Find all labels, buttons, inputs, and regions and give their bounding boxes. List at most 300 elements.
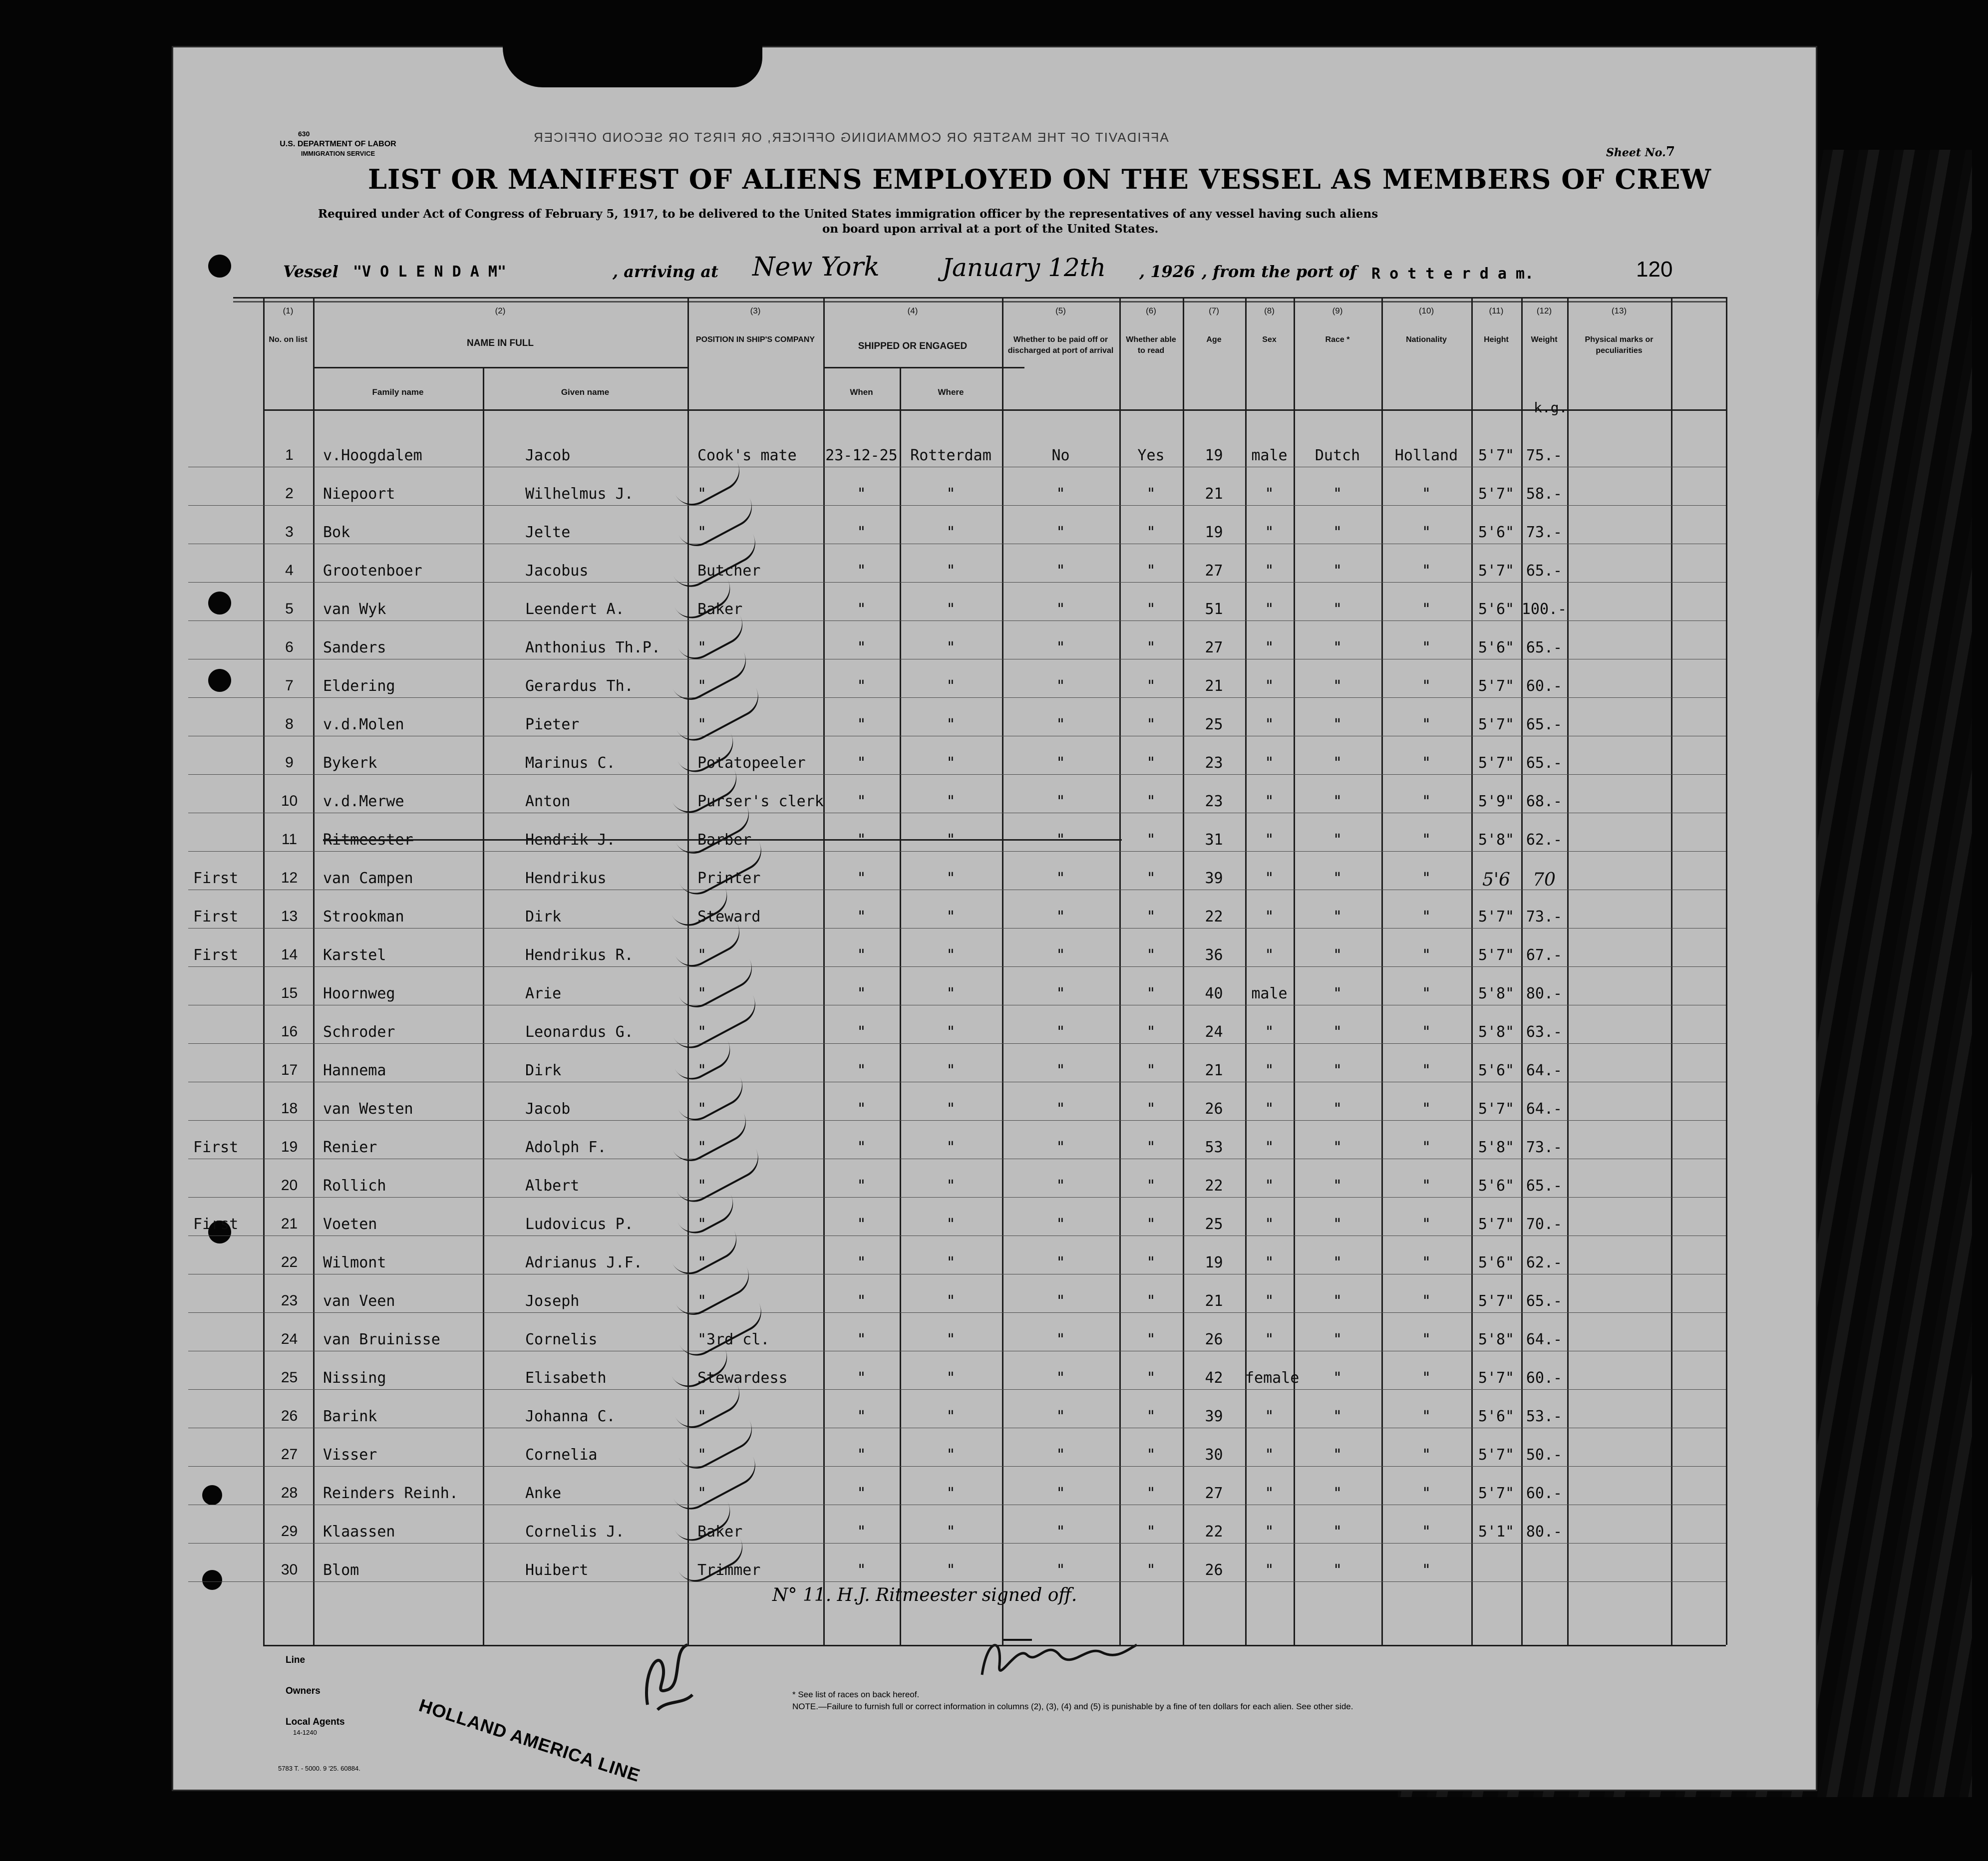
cell-race: " xyxy=(1332,946,1342,964)
column-subheader: Given name xyxy=(561,387,610,397)
handwritten-note: N° 11. H.J. Ritmeester signed off. xyxy=(772,1585,1077,1605)
column-subheader: When xyxy=(850,387,873,397)
cell-weight: 73.- xyxy=(1526,1139,1563,1156)
cell-paid: " xyxy=(1056,1216,1065,1233)
cell-family: Reinders Reinh. xyxy=(323,1485,458,1502)
cell-position: " xyxy=(697,1446,707,1464)
cell-given: Jacobus xyxy=(525,562,589,580)
mirrored-bleedthrough-text: AFFIDAVIT OF THE MASTER OR COMMANDING OFFICER, OR FIRST OR SECOND OFFICER xyxy=(533,130,1169,145)
cell-weight: 64.- xyxy=(1526,1100,1563,1118)
cell-paid: " xyxy=(1056,562,1065,580)
cell-age: 39 xyxy=(1205,1408,1223,1425)
cell-when: " xyxy=(857,1446,866,1464)
cell-paid: " xyxy=(1056,1139,1065,1156)
cell-weight: 70 xyxy=(1533,870,1556,890)
table-column-rule xyxy=(313,297,315,1645)
cell-weight: 80.- xyxy=(1526,1523,1563,1541)
cell-where: " xyxy=(946,1139,956,1156)
cell-sex: " xyxy=(1265,946,1274,964)
cell-position: " xyxy=(697,946,707,964)
cell-family: v.d.Merwe xyxy=(323,793,404,810)
cell-when: " xyxy=(857,1100,866,1118)
column-c4-number: (4) xyxy=(907,306,918,315)
cell-race: " xyxy=(1332,677,1342,695)
cell-family: Wilmont xyxy=(323,1254,386,1271)
cell-position: "3rd cl. xyxy=(697,1331,770,1348)
cell-when: " xyxy=(857,1292,866,1310)
cell-when: " xyxy=(857,1369,866,1387)
cell-read: " xyxy=(1146,677,1156,695)
cell-when: 23-12-25 xyxy=(825,447,898,464)
cell-age: 22 xyxy=(1205,1177,1223,1195)
cell-read: " xyxy=(1146,485,1156,503)
cell-no: 3 xyxy=(285,524,294,540)
cell-paid: " xyxy=(1056,793,1065,810)
cell-nationality: " xyxy=(1421,1254,1431,1271)
cell-position: " xyxy=(697,1254,707,1271)
column-c11-number: (11) xyxy=(1489,306,1504,315)
cell-when: " xyxy=(857,677,866,695)
cell-weight: 65.- xyxy=(1526,1177,1563,1195)
cell-given: Marinus C. xyxy=(525,754,616,772)
cell-sex: " xyxy=(1265,1446,1274,1464)
cell-height: 5'6" xyxy=(1478,1062,1515,1079)
cell-nationality: " xyxy=(1421,985,1431,1002)
cell-sex: " xyxy=(1265,1139,1274,1156)
page-title: LIST OR MANIFEST OF ALIENS EMPLOYED ON THE VESSEL AS MEMBERS OF CREW xyxy=(368,163,1712,195)
cell-age: 21 xyxy=(1205,485,1223,503)
cell-read: " xyxy=(1146,1177,1156,1195)
cell-weight: 73.- xyxy=(1526,908,1563,926)
cell-race: " xyxy=(1332,562,1342,580)
cell-height: 5'7" xyxy=(1478,946,1515,964)
cell-paid: " xyxy=(1056,1369,1065,1387)
cell-read: " xyxy=(1146,1139,1156,1156)
cell-weight: 75.- xyxy=(1526,447,1563,464)
cell-nationality: " xyxy=(1421,793,1431,810)
cell-height: 5'6" xyxy=(1478,601,1515,618)
cell-paid: " xyxy=(1056,985,1065,1002)
vessel-name: "V O L E N D A M" xyxy=(353,263,507,281)
cell-no: 13 xyxy=(281,908,298,925)
cell-where: " xyxy=(946,1523,956,1541)
cell-weight: 65.- xyxy=(1526,716,1563,733)
cell-position: " xyxy=(697,1408,707,1425)
column-c9-header: Race * xyxy=(1325,335,1350,344)
cell-age: 21 xyxy=(1205,1292,1223,1310)
cell-no: 29 xyxy=(281,1523,298,1540)
cell-height: 5'8" xyxy=(1478,1023,1515,1041)
cell-read: " xyxy=(1146,562,1156,580)
cell-family: Niepoort xyxy=(323,485,395,503)
cell-when: " xyxy=(857,1408,866,1425)
cell-no: 9 xyxy=(285,754,294,771)
cell-where: " xyxy=(946,677,956,695)
cell-sex: " xyxy=(1265,1062,1274,1079)
cell-weight: 62.- xyxy=(1526,1254,1563,1271)
cell-age: 39 xyxy=(1205,870,1223,887)
cell-paid: " xyxy=(1056,1254,1065,1271)
cell-paid: " xyxy=(1056,601,1065,618)
from-port: R o t t e r d a m. xyxy=(1371,265,1534,283)
cell-no: 22 xyxy=(281,1254,298,1270)
cell-weight: 65.- xyxy=(1526,562,1563,580)
column-c3-header: POSITION IN SHIP'S COMPANY xyxy=(695,335,815,344)
cell-age: 19 xyxy=(1205,524,1223,541)
cell-position: " xyxy=(697,1292,707,1310)
cell-age: 26 xyxy=(1205,1100,1223,1118)
cell-given: Elisabeth xyxy=(525,1369,607,1387)
cell-no: 14 xyxy=(281,946,298,963)
cell-nationality: Holland xyxy=(1394,447,1458,464)
cell-height: 5'7" xyxy=(1478,716,1515,733)
cell-weight: 73.- xyxy=(1526,524,1563,541)
manifest-sheet xyxy=(173,47,1816,1790)
cell-height: 5'1" xyxy=(1478,1523,1515,1541)
cell-paid: " xyxy=(1056,677,1065,695)
print-code: 5783 T. - 5000. 9 '25. 60884. xyxy=(278,1765,360,1772)
cell-height: 5'6" xyxy=(1478,1177,1515,1195)
owners-label: Owners xyxy=(286,1686,321,1696)
cell-race: " xyxy=(1332,985,1342,1002)
cell-family: van Westen xyxy=(323,1100,413,1118)
cell-no: 26 xyxy=(281,1408,298,1424)
cell-when: " xyxy=(857,601,866,618)
cell-read: " xyxy=(1146,908,1156,926)
cell-when: " xyxy=(857,562,866,580)
cell-age: 23 xyxy=(1205,793,1223,810)
cell-position: " xyxy=(697,1062,707,1079)
column-c4-header: SHIPPED OR ENGAGED xyxy=(858,341,968,351)
cell-when: " xyxy=(857,1216,866,1233)
cell-where: " xyxy=(946,1062,956,1079)
cell-weight: 64.- xyxy=(1526,1331,1563,1348)
cell-height: 5'7" xyxy=(1478,754,1515,772)
cell-when: " xyxy=(857,1485,866,1502)
cell-read: " xyxy=(1146,870,1156,887)
cell-race: " xyxy=(1332,524,1342,541)
cell-given: Ludovicus P. xyxy=(525,1216,634,1233)
cell-race: " xyxy=(1332,1485,1342,1502)
cell-paid: " xyxy=(1056,716,1065,733)
cell-weight: 65.- xyxy=(1526,1292,1563,1310)
column-c8-number: (8) xyxy=(1264,306,1275,315)
cell-race: " xyxy=(1332,485,1342,503)
cell-no: 11 xyxy=(281,831,298,848)
cell-paid: " xyxy=(1056,1023,1065,1041)
cell-no: 4 xyxy=(285,562,294,579)
cell-when: " xyxy=(857,639,866,656)
cell-age: 26 xyxy=(1205,1561,1223,1579)
cell-weight: 80.- xyxy=(1526,985,1563,1002)
cell-height: 5'6" xyxy=(1478,639,1515,656)
cell-nationality: " xyxy=(1421,1023,1431,1041)
cell-when: " xyxy=(857,1062,866,1079)
column-c9-number: (9) xyxy=(1332,306,1343,315)
cell-margin: First xyxy=(193,1139,239,1156)
column-c2-number: (2) xyxy=(495,306,506,315)
cell-given: Wilhelmus J. xyxy=(525,485,634,503)
cell-sex: " xyxy=(1265,1254,1274,1271)
column-c5-header: Whether to be paid off or discharged at port of arrival xyxy=(1007,335,1114,355)
cell-age: 19 xyxy=(1205,447,1223,464)
row-rule xyxy=(188,928,1726,929)
cell-no: 7 xyxy=(285,677,294,694)
holland-america-stamp: HOLLAND AMERICA LINE xyxy=(416,1695,643,1786)
cell-race: " xyxy=(1332,1331,1342,1348)
cell-paid: " xyxy=(1056,908,1065,926)
cell-no: 23 xyxy=(281,1292,298,1309)
cell-age: 21 xyxy=(1205,1062,1223,1079)
cell-height: 5'7" xyxy=(1478,1216,1515,1233)
cell-sex: " xyxy=(1265,639,1274,656)
vessel-label: Vessel xyxy=(283,262,338,281)
cell-when: " xyxy=(857,754,866,772)
arrival-year: , 1926 xyxy=(1139,262,1195,281)
cell-where: " xyxy=(946,1216,956,1233)
cell-height: 5'9" xyxy=(1478,793,1515,810)
cell-sex: " xyxy=(1265,677,1274,695)
cell-age: 30 xyxy=(1205,1446,1223,1464)
cell-nationality: " xyxy=(1421,754,1431,772)
cell-sex: " xyxy=(1265,754,1274,772)
cell-given: Hendrikus R. xyxy=(525,946,634,964)
cell-race: " xyxy=(1332,1062,1342,1079)
cell-where: " xyxy=(946,1485,956,1502)
cell-read: " xyxy=(1146,524,1156,541)
cell-sex: " xyxy=(1265,485,1274,503)
cell-race: " xyxy=(1332,1139,1342,1156)
cell-position: Cook's mate xyxy=(697,447,797,464)
cell-when: " xyxy=(857,793,866,810)
cell-family: Bok xyxy=(323,524,350,541)
cell-nationality: " xyxy=(1421,601,1431,618)
cell-age: 19 xyxy=(1205,1254,1223,1271)
cell-age: 53 xyxy=(1205,1139,1223,1156)
cell-position: Printer xyxy=(697,870,761,887)
cell-nationality: " xyxy=(1421,1100,1431,1118)
cell-family: Blom xyxy=(323,1561,359,1579)
cell-position: " xyxy=(697,1485,707,1502)
cell-family: Rollich xyxy=(323,1177,386,1195)
cell-family: Eldering xyxy=(323,677,395,695)
cell-race: " xyxy=(1332,793,1342,810)
cell-read: " xyxy=(1146,639,1156,656)
cell-age: 24 xyxy=(1205,1023,1223,1041)
cell-race: " xyxy=(1332,1523,1342,1541)
cell-paid: " xyxy=(1056,1408,1065,1425)
cell-race: " xyxy=(1332,601,1342,618)
cell-nationality: " xyxy=(1421,1177,1431,1195)
cell-given: Hendrikus xyxy=(525,870,607,887)
cell-when: " xyxy=(857,1561,866,1579)
cell-where: " xyxy=(946,985,956,1002)
cell-nationality: " xyxy=(1421,485,1431,503)
cell-nationality: " xyxy=(1421,1523,1431,1541)
cell-age: 25 xyxy=(1205,716,1223,733)
cell-family: Bykerk xyxy=(323,754,377,772)
cell-nationality: " xyxy=(1421,639,1431,656)
cell-weight: 65.- xyxy=(1526,639,1563,656)
cell-sex: " xyxy=(1265,870,1274,887)
cell-weight: 62.- xyxy=(1526,831,1563,849)
cell-nationality: " xyxy=(1421,1408,1431,1425)
cell-nationality: " xyxy=(1421,1292,1431,1310)
cell-no: 2 xyxy=(285,485,294,502)
column-c6-number: (6) xyxy=(1146,306,1156,315)
cell-height: 5'7" xyxy=(1478,1446,1515,1464)
cell-no: 12 xyxy=(281,870,298,886)
cell-where: " xyxy=(946,1292,956,1310)
cell-where: " xyxy=(946,1331,956,1348)
cell-sex: " xyxy=(1265,908,1274,926)
agents-label: Local Agents xyxy=(286,1717,345,1727)
cell-sex: " xyxy=(1265,831,1274,849)
cell-given: Cornelia xyxy=(525,1446,598,1464)
row-rule xyxy=(188,620,1726,621)
penalty-note: NOTE.—Failure to furnish full or correct information in columns (2), (3), (4) and (5) is punishable by a fine of ten dollars for each alien. See other side. xyxy=(792,1702,1353,1711)
cell-margin: First xyxy=(193,946,239,964)
punch-hole xyxy=(208,255,231,278)
cell-where: " xyxy=(946,908,956,926)
column-c7-number: (7) xyxy=(1209,306,1219,315)
cell-height: 5'7" xyxy=(1478,1100,1515,1118)
cell-read: " xyxy=(1146,1292,1156,1310)
cell-height: 5'8" xyxy=(1478,1139,1515,1156)
cell-read: " xyxy=(1146,1408,1156,1425)
cell-nationality: " xyxy=(1421,1485,1431,1502)
cell-no: 24 xyxy=(281,1331,298,1347)
cell-given: Anton xyxy=(525,793,571,810)
cell-race: " xyxy=(1332,1100,1342,1118)
cell-position: " xyxy=(697,1177,707,1195)
row-rule xyxy=(188,505,1726,506)
cell-no: 16 xyxy=(281,1023,298,1040)
cell-read: " xyxy=(1146,1254,1156,1271)
cell-family: Grootenboer xyxy=(323,562,422,580)
cell-where: " xyxy=(946,1177,956,1195)
cell-family: Sanders xyxy=(323,639,386,656)
cell-no: 30 xyxy=(281,1561,298,1578)
row-rule xyxy=(188,1543,1726,1544)
column-c5-number: (5) xyxy=(1055,306,1066,315)
cell-given: Gerardus Th. xyxy=(525,677,634,695)
cell-family: Voeten xyxy=(323,1216,377,1233)
table-rule xyxy=(233,297,1726,299)
cell-height: 5'6" xyxy=(1478,1254,1515,1271)
cell-nationality: " xyxy=(1421,946,1431,964)
cell-no: 18 xyxy=(281,1100,298,1117)
cell-when: " xyxy=(857,1177,866,1195)
cell-nationality: " xyxy=(1421,677,1431,695)
subtitle-line-2: on board upon arrival at a port of the United States. xyxy=(822,222,1159,236)
table-column-rule xyxy=(1726,297,1727,1645)
punch-hole xyxy=(208,592,231,615)
strike-through-line xyxy=(323,839,1122,841)
column-c10-number: (10) xyxy=(1418,306,1434,315)
cell-position: " xyxy=(697,1216,707,1233)
service-label: IMMIGRATION SERVICE xyxy=(301,150,375,157)
row-rule xyxy=(188,1312,1726,1313)
cell-no: 20 xyxy=(281,1177,298,1194)
cell-sex: " xyxy=(1265,524,1274,541)
cell-sex: " xyxy=(1265,716,1274,733)
cell-sex: " xyxy=(1265,793,1274,810)
column-c2-header: NAME IN FULL xyxy=(466,338,534,348)
cell-nationality: " xyxy=(1421,562,1431,580)
cell-given: Jacob xyxy=(525,1100,571,1118)
cell-where: " xyxy=(946,946,956,964)
cell-position: " xyxy=(697,524,707,541)
cell-weight: 63.- xyxy=(1526,1023,1563,1041)
cell-given: Joseph xyxy=(525,1292,580,1310)
cell-family: van Campen xyxy=(323,870,413,887)
cell-race: " xyxy=(1332,1216,1342,1233)
cell-nationality: " xyxy=(1421,1139,1431,1156)
cell-height: 5'7" xyxy=(1478,677,1515,695)
cell-when: " xyxy=(857,1139,866,1156)
cell-paid: " xyxy=(1056,1292,1065,1310)
cell-family: van Bruinisse xyxy=(323,1331,440,1348)
agents-code: 14-1240 xyxy=(293,1729,317,1736)
cell-given: Anke xyxy=(525,1485,562,1502)
cell-margin: First xyxy=(193,908,239,926)
cell-given: Cornelis xyxy=(525,1331,598,1348)
cell-race: " xyxy=(1332,1369,1342,1387)
cell-position: " xyxy=(697,985,707,1002)
cell-nationality: " xyxy=(1421,716,1431,733)
cell-no: 27 xyxy=(281,1446,298,1463)
cell-weight: 70.- xyxy=(1526,1216,1563,1233)
cell-nationality: " xyxy=(1421,1369,1431,1387)
cell-race: " xyxy=(1332,1561,1342,1579)
cell-weight: 67.- xyxy=(1526,946,1563,964)
table-rule xyxy=(313,367,687,368)
cell-height: 5'7" xyxy=(1478,1485,1515,1502)
cell-height: 5'6" xyxy=(1478,1408,1515,1425)
handwritten-signature-right xyxy=(972,1625,1142,1690)
cell-family: Karstel xyxy=(323,946,386,964)
table-column-rule xyxy=(1567,297,1569,1645)
cell-position: " xyxy=(697,677,707,695)
table-rule xyxy=(823,367,1024,368)
page-number: 120 xyxy=(1636,257,1673,282)
cell-family: Barink xyxy=(323,1408,377,1425)
line-label: Line xyxy=(286,1655,306,1665)
cell-position: Stewardess xyxy=(697,1369,788,1387)
cell-read: " xyxy=(1146,716,1156,733)
cell-age: 21 xyxy=(1205,677,1223,695)
cell-position: Baker xyxy=(697,601,743,618)
cell-read: " xyxy=(1146,1561,1156,1579)
cell-when: " xyxy=(857,985,866,1002)
cell-read: " xyxy=(1146,601,1156,618)
cell-age: 25 xyxy=(1205,1216,1223,1233)
cell-weight: 58.- xyxy=(1526,485,1563,503)
cell-paid: " xyxy=(1056,485,1065,503)
cell-nationality: " xyxy=(1421,1062,1431,1079)
cell-age: 27 xyxy=(1205,1485,1223,1502)
weight-unit: k.g. xyxy=(1534,399,1568,416)
cell-paid: " xyxy=(1056,1177,1065,1195)
column-c3-number: (3) xyxy=(750,306,761,315)
cell-position: " xyxy=(697,1139,707,1156)
cell-height: 5'6 xyxy=(1482,870,1510,890)
cell-age: 42 xyxy=(1205,1369,1223,1387)
cell-weight: 64.- xyxy=(1526,1062,1563,1079)
cell-sex: " xyxy=(1265,1561,1274,1579)
cell-paid: " xyxy=(1056,639,1065,656)
